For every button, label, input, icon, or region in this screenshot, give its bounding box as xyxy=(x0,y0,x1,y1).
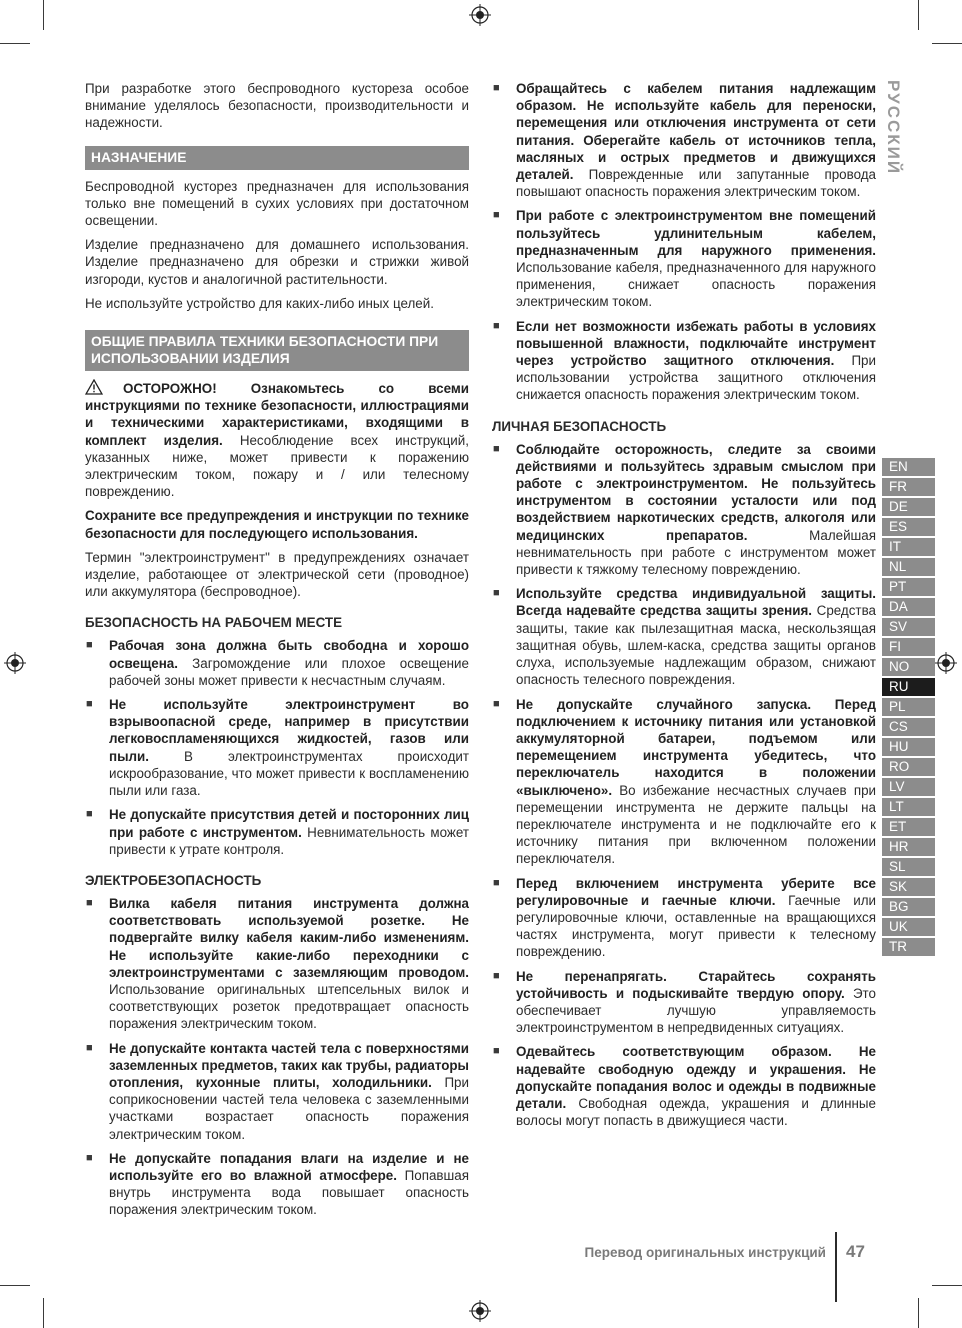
bullet-icon: ■ xyxy=(86,808,93,821)
registration-mark-icon xyxy=(469,4,491,26)
language-tab-uk[interactable]: UK xyxy=(882,918,935,936)
list-item: ■ Не допускайте присутствия детей и посторонних лиц при работе с инструментом. Невнимательность может привести к утрате контроля. xyxy=(86,807,469,857)
language-tab-nl[interactable]: NL xyxy=(882,558,935,576)
language-tab-sk[interactable]: SK xyxy=(882,878,935,896)
electrical-list xyxy=(85,895,469,1219)
language-tab-ru[interactable]: RU xyxy=(882,678,935,696)
language-tab-es[interactable]: ES xyxy=(882,518,935,536)
bullet-icon: ■ xyxy=(493,697,500,710)
crop-mark xyxy=(918,0,919,30)
language-tabs xyxy=(882,458,935,958)
purpose-paragraph: Изделие предназначено для домашнего использования. Изделие предназначено для обрезки и стрижки живой изгороди, кустов и аналогичной растительности. xyxy=(85,237,469,287)
subheading-electrical: ЭЛЕКТРОБЕЗОПАСНОСТЬ xyxy=(85,872,262,888)
language-tab-fr[interactable]: FR xyxy=(882,478,935,496)
list-item: ■ Перед включением инструмента уберите все регулировочные и гаечные ключи. Гаечные или регулировочные ключи, оставленные на вращающихся частях инструмента, могут привести к телесному повреждению. xyxy=(493,875,876,960)
language-tab-de[interactable]: DE xyxy=(882,498,935,516)
bullet-icon: ■ xyxy=(493,82,500,94)
language-tab-lv[interactable]: LV xyxy=(882,778,935,796)
language-tab-pt[interactable]: PT xyxy=(882,578,935,596)
save-instructions: Сохраните все предупреждения и инструкции по технике безопасности для последующего использования. xyxy=(85,508,469,541)
bullet-icon: ■ xyxy=(493,209,500,222)
list-item: ■ Используйте средства индивидуальной защиты. Всегда надевайте средства защиты зрения. Средства защиты, такие как пылезащитная маска, нескользящая защитная обувь, шлем-каска, средства защиты органов слуха, используемые надлежащим образом, снижают опасность телесного повреждения. xyxy=(493,586,876,688)
language-tab-en[interactable]: EN xyxy=(882,458,935,476)
crop-mark xyxy=(0,43,30,44)
crop-mark xyxy=(932,1285,962,1286)
language-title xyxy=(884,80,917,190)
purpose-paragraph: Беспроводной кусторез предназначен для использования только вне помещений в сухих условиях при достаточном освещении. xyxy=(85,178,469,229)
registration-mark-icon xyxy=(4,652,26,674)
personal-list xyxy=(492,441,876,1130)
bullet-icon: ■ xyxy=(86,1151,93,1164)
electrical-list-continued xyxy=(492,80,876,404)
crop-mark xyxy=(918,1298,919,1328)
list-item: ■ Если нет возможности избежать работы в условиях повышенной влажности, подключайте инструмент через устройство защитного отключения. При использовании устройства защитного отключения снижается опасность поражения электрическим током. xyxy=(493,318,876,403)
bullet-icon: ■ xyxy=(493,876,500,889)
bullet-icon: ■ xyxy=(493,442,500,455)
crop-mark xyxy=(932,43,962,44)
bullet-icon: ■ xyxy=(493,969,500,982)
warning-triangle-icon xyxy=(85,379,103,395)
registration-mark-icon xyxy=(935,652,957,674)
term-paragraph: Термин "электроинструмент" в предупреждениях означает изделие, работающее от электрической сети (проводное) или аккумулятора (беспроводное). xyxy=(85,549,469,600)
section-heading-general-safety: ОБЩИЕ ПРАВИЛА ТЕХНИКИ БЕЗОПАСНОСТИ ПРИ ИСПОЛЬЗОВАНИИ ИЗДЕЛИЯ xyxy=(85,330,469,371)
bullet-icon: ■ xyxy=(86,896,93,909)
language-tab-fi[interactable]: FI xyxy=(882,638,935,656)
bullet-icon: ■ xyxy=(86,698,93,711)
language-tab-hu[interactable]: HU xyxy=(882,738,935,756)
bullet-icon: ■ xyxy=(86,639,93,652)
footer-caption: Перевод оригинальных инструкций xyxy=(584,1245,826,1260)
warning-text: Несоблюдение всех инструкций, указанных ниже, может привести к поражению электрическим током, пожару и / или телесному повреждению. xyxy=(85,432,469,500)
list-item: ■ Не используйте электроинструмент во взрывоопасной среде, например в присутствии легковоспламеняющихся жидкостей, газов или пыли. В электроинструментах происходит искрообразование, что может привести к воспламенению пыли или газа. xyxy=(86,697,469,799)
crop-mark xyxy=(43,0,44,30)
language-tab-da[interactable]: DA xyxy=(882,598,935,616)
warning-bold: ОСТОРОЖНО! Ознакомьтесь со всеми инструкциями по технике безопасности, иллюстрациями и техническими характеристиками, входящими в комплект изделия. xyxy=(85,381,469,448)
language-tab-it[interactable]: IT xyxy=(882,538,935,556)
list-item: ■ Обращайтесь с кабелем питания надлежащим образом. Не используйте кабель для переноски, перемещения или отключения инструмента от сети питания. Оберегайте кабель от источников тепла, масляных и острых предметов и движущихся деталей. Поврежденные или запутанные провода повышают опасность поражения электрическим током. xyxy=(493,81,876,200)
language-tab-bg[interactable]: BG xyxy=(882,898,935,916)
bullet-icon: ■ xyxy=(493,587,500,600)
language-tab-pl[interactable]: PL xyxy=(882,698,935,716)
language-title-text: РУССКИЙ xyxy=(884,80,903,176)
page-number: 47 xyxy=(846,1242,865,1261)
language-tab-tr[interactable]: TR xyxy=(882,938,935,956)
language-tab-et[interactable]: ET xyxy=(882,818,935,836)
section-heading-purpose: НАЗНАЧЕНИЕ xyxy=(85,146,469,170)
subheading-workplace: БЕЗОПАСНОСТЬ НА РАБОЧЕМ МЕСТЕ xyxy=(85,615,343,631)
crop-mark xyxy=(0,1285,30,1286)
language-tab-no[interactable]: NO xyxy=(882,658,935,676)
language-tab-hr[interactable]: HR xyxy=(882,838,935,856)
list-item: ■ Не допускайте случайного запуска. Перед подключением к источнику питания или установкой аккумуляторной батареи, подъемом или перемещением инструмента убедитесь, что переключатель находится в положении «выключено». Во избежание несчастных случаев при перемещении инструмента не держите пальцы на переключателе инструмента и не подключайте его к источнику питания при включенном положении переключателя. xyxy=(493,696,876,867)
right-column xyxy=(492,80,876,1136)
bullet-icon: ■ xyxy=(493,319,500,332)
bullet-icon: ■ xyxy=(86,1041,93,1054)
left-column xyxy=(85,80,469,1226)
list-item: ■ Не допускайте контакта частей тела с поверхностями заземленных предметов, таких как трубы, радиаторы отопления, кухонные плиты, холодильники. При соприкосновении частей тела человека с заземленными участками возрастает опасность поражения электрическим током. xyxy=(86,1040,469,1142)
language-tab-lt[interactable]: LT xyxy=(882,798,935,816)
crop-mark xyxy=(43,1298,44,1328)
subheading-personal: ЛИЧНАЯ БЕЗОПАСНОСТЬ xyxy=(492,418,667,434)
language-tab-sv[interactable]: SV xyxy=(882,618,935,636)
list-item: ■ Не допускайте попадания влаги на изделие и не используйте его во влажной атмосфере. Попавшая внутрь инструмента вода повышает опасность поражения электрическим током. xyxy=(86,1150,469,1218)
list-item: ■ Соблюдайте осторожность, следите за своими действиями и пользуйтесь здравым смыслом при работе с электроинструментом. Не пользуйтесь инструментом в состоянии усталости или под воздействием наркотических средств, алкоголя или медицинских препаратов. Малейшая невнимательность при работе с инструментом может привести к тяжкому телесному повреждению. xyxy=(493,441,876,578)
intro-paragraph: При разработке этого беспроводного кустореза особое внимание уделялось безопасности, производительности и надежности. xyxy=(85,81,469,131)
warning-paragraph xyxy=(85,379,469,500)
list-item: ■ Одевайтесь соответствующим образом. Не надевайте свободную одежду и украшения. Не допускайте попадания волос и одежды в подвижные детали. Свободная одежда, украшения и длинные волосы могут попасть в движущиеся части. xyxy=(493,1044,876,1129)
list-item: ■ Рабочая зона должна быть свободна и хорошо освещена. Загромождение или плохое освещение рабочей зоны может привести к несчастным случаям. xyxy=(86,638,469,688)
list-item: ■ Вилка кабеля питания инструмента должна соответствовать используемой розетке. Не подвергайте вилку кабеля каким-либо изменениям. Не используйте какие-либо переходники с электроинструментами с заземляющим проводом. Использование оригинальных штепсельных вилок и соответствующих розеток предотвращает опасность поражения электрическим током. xyxy=(86,895,469,1032)
footer-divider xyxy=(835,1232,837,1302)
bullet-icon: ■ xyxy=(493,1045,500,1058)
language-tab-cs[interactable]: CS xyxy=(882,718,935,736)
list-item: ■ Не перенапрягать. Старайтесь сохранять устойчивость и подыскивайте твердую опору. Это обеспечивает лучшую управляемость электроинструментом в непредвиденных ситуациях. xyxy=(493,968,876,1036)
purpose-paragraph: Не используйте устройство для каких-либо иных целей. xyxy=(85,295,434,311)
workplace-list xyxy=(85,637,469,857)
list-item: ■ При работе с электроинструментом вне помещений пользуйтесь удлинительным кабелем, предназначенным для наружного применения. Использование кабеля, предназначенного для наружного применения, снижает опасность поражения электрическим током. xyxy=(493,208,876,310)
registration-mark-icon xyxy=(469,1300,491,1322)
language-tab-sl[interactable]: SL xyxy=(882,858,935,876)
language-tab-ro[interactable]: RO xyxy=(882,758,935,776)
